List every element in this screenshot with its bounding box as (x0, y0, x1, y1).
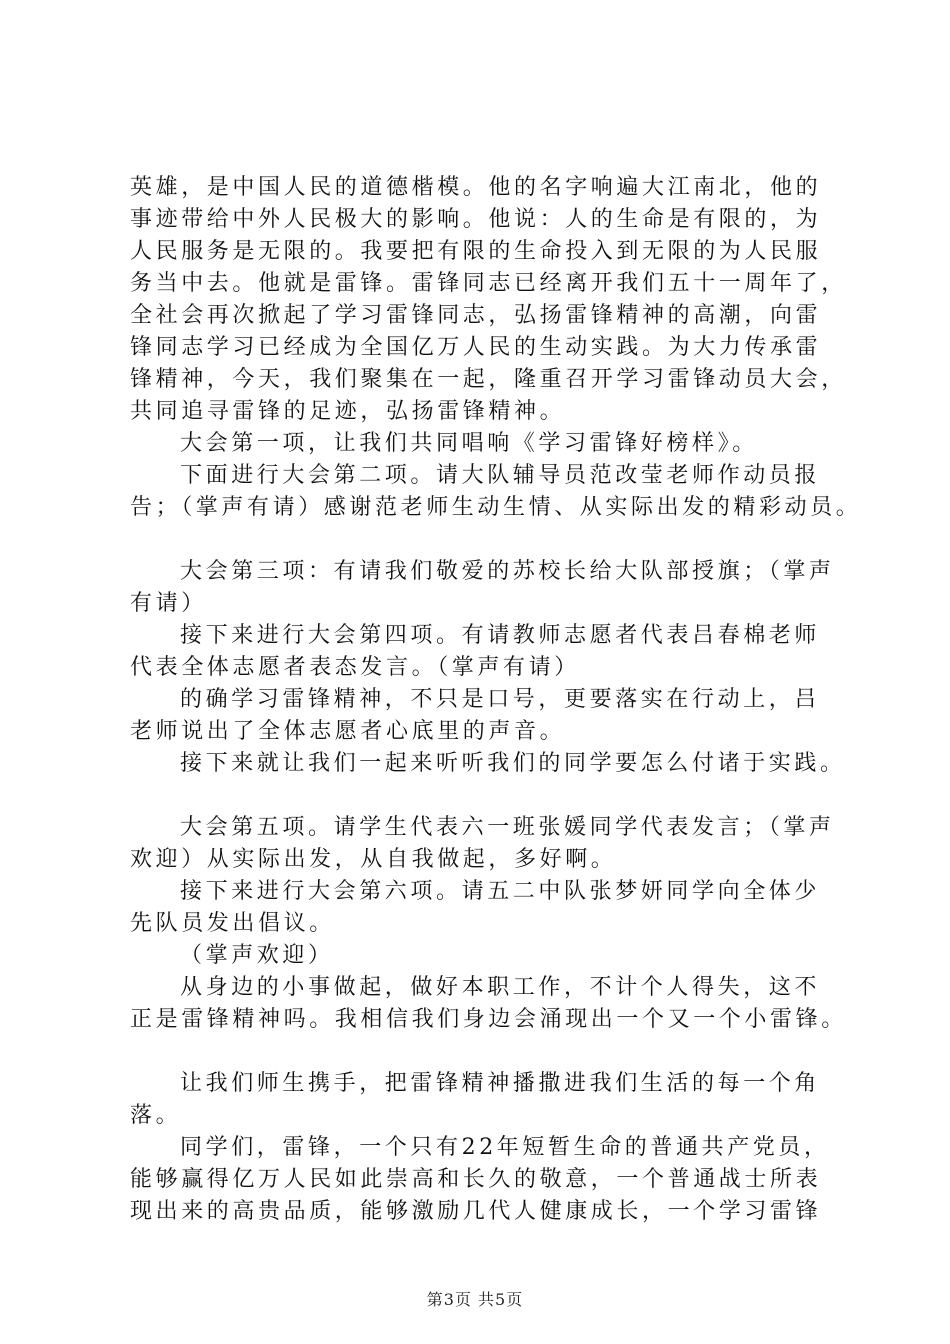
text-line: 接下来进行大会第四项。有请教师志愿者代表吕春棉老师 (180, 623, 821, 648)
text-line: 共同追寻雷锋的足迹，弘扬雷锋精神。 (130, 399, 566, 424)
text-line: 锋同志学习已经成为全国亿万人民的生动实践。为大力传承雷 (130, 335, 822, 360)
text-line: 务当中去。他就是雷锋。雷锋同志已经离开我们五十一周年了， (130, 271, 847, 296)
text-line: 有请） (130, 591, 207, 616)
text-line: 大会第五项。请学生代表六一班张媛同学代表发言；（掌声 (180, 815, 835, 840)
text-line: 落。 (130, 1103, 182, 1128)
text-line: 接下来进行大会第六项。请五二中队张梦妍同学向全体少 (180, 879, 821, 904)
text-line: 全社会再次掀起了学习雷锋同志，弘扬雷锋精神的高潮，向雷 (130, 303, 822, 328)
text-line: 下面进行大会第二项。请大队辅导员范改莹老师作动员报 (180, 463, 821, 488)
text-line: 的确学习雷锋精神，不只是口号，更要落实在行动上，吕 (180, 687, 821, 712)
text-line: 告；（掌声有请）感谢范老师生动生情、从实际出发的精彩动员。 (130, 495, 862, 520)
text-line: 代表全体志愿者表态发言。（掌声有请） (130, 655, 580, 680)
text-line: 大会第三项：有请我们敬爱的苏校长给大队部授旗；（掌声 (180, 559, 835, 584)
page-number-footer: 第3页 共5页 (426, 1290, 524, 1309)
text-line: 现出来的高贵品质，能够激励几代人健康成长，一个学习雷锋 (130, 1199, 822, 1224)
text-line: 人民服务是无限的。我要把有限的生命投入到无限的为人民服 (130, 239, 822, 264)
text-line: 接下来就让我们一起来听听我们的同学要怎么付诸于实践。 (180, 751, 846, 776)
paragraph-gap (130, 1036, 846, 1068)
text-line: 先队员发出倡议。 (130, 911, 335, 936)
document-body (130, 172, 862, 1228)
text-line: 老师说出了全体志愿者心底里的声音。 (130, 719, 566, 744)
text-line: 事迹带给中外人民极大的影响。他说：人的生命是有限的，为 (130, 207, 822, 232)
paragraph-gap (130, 524, 846, 556)
text-line: 欢迎）从实际出发，从自我做起，多好啊。 (130, 847, 617, 872)
text-line: （掌声欢迎） (180, 943, 334, 968)
text-line: 锋精神，今天，我们聚集在一起，隆重召开学习雷锋动员大会， (130, 367, 847, 392)
paragraph-gap (130, 780, 846, 812)
text-line: 大会第一项，让我们共同唱响《学习雷锋好榜样》。 (180, 431, 758, 456)
text-line: 让我们师生携手，把雷锋精神播撒进我们生活的每一个角 (180, 1071, 821, 1096)
text-line: 正是雷锋精神吗。我相信我们身边会涌现出一个又一个小雷锋。 (130, 1007, 847, 1032)
text-line: 能够赢得亿万人民如此崇高和长久的敬意，一个普通战士所表 (130, 1167, 822, 1192)
text-line: 从身边的小事做起，做好本职工作，不计个人得失，这不 (180, 975, 821, 1000)
text-line: 英雄，是中国人民的道德楷模。他的名字响遍大江南北，他的 (130, 175, 822, 200)
text-line: 同学们，雷锋，一个只有22年短暂生命的普通共产党员， (180, 1135, 830, 1160)
